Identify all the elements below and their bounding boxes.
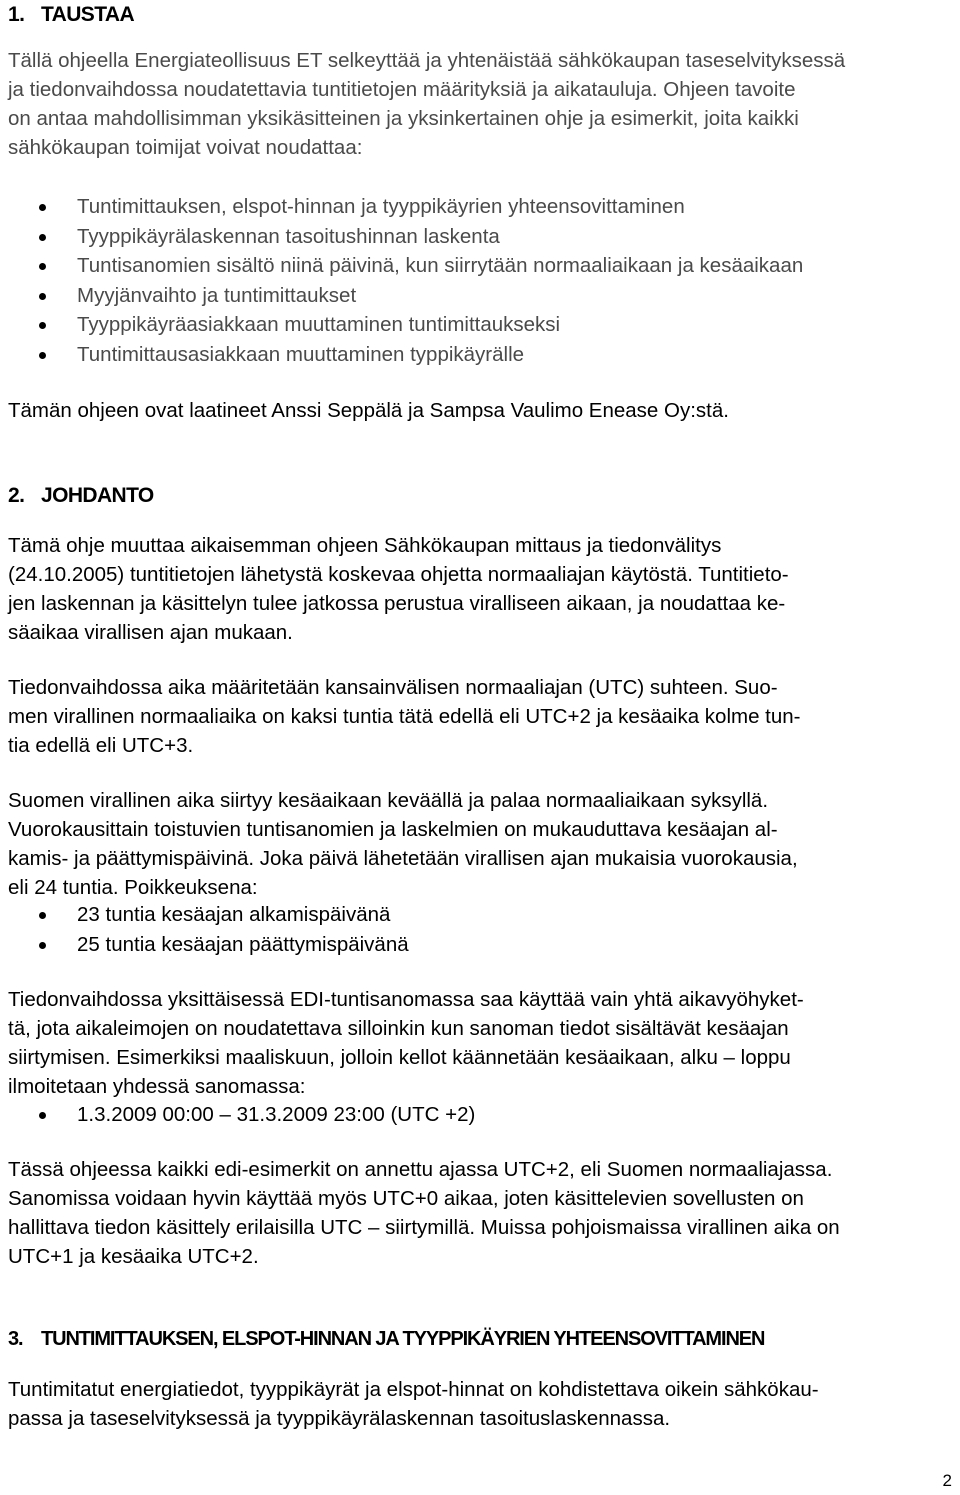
text-line: Tiedonvaihdossa aika määritetään kansainvälisen normaaliajan (UTC) suhteen. Suo- <box>8 676 778 699</box>
section-1-heading <box>8 0 134 29</box>
list-item-text: Tuntimittauksen, elspot-hinnan ja tyyppikäyrien yhteensovittaminen <box>77 195 685 218</box>
list-item <box>8 310 803 340</box>
text-line: eli 24 tuntia. Poikkeuksena: <box>8 876 258 899</box>
list-item <box>8 900 409 930</box>
text-line: säaikaa virallisen ajan mukaan. <box>8 621 293 644</box>
section-2-bullet-list-a <box>8 900 409 959</box>
section-1-authors <box>8 396 952 425</box>
section-2-heading <box>8 481 154 510</box>
section-2-paragraph-1 <box>8 531 952 647</box>
text-line: ilmoitetaan yhdessä sanomassa: <box>8 1075 306 1098</box>
text-line: sähkökaupan toimijat voivat noudattaa: <box>8 136 363 159</box>
text-line: Tässä ohjeessa kaikki edi-esimerkit on annettu ajassa UTC+2, eli Suomen normaaliajassa. <box>8 1158 833 1181</box>
bullet-icon <box>39 912 46 919</box>
text-line: UTC+1 ja kesäaika UTC+2. <box>8 1245 259 1268</box>
text-line: siirtymisen. Esimerkiksi maaliskuun, jolloin kellot käännetään kesäaikaan, alku – loppu <box>8 1046 791 1069</box>
section-3-heading <box>8 1325 764 1354</box>
list-item <box>8 222 803 252</box>
list-item <box>8 1100 475 1130</box>
list-item-text: Tyyppikäyräasiakkaan muuttaminen tuntimittaukseksi <box>77 313 561 336</box>
text-line: Tämän ohjeen ovat laatineet Anssi Seppälä ja Sampsa Vaulimo Enease Oy:stä. <box>8 399 729 422</box>
list-item-text: Tuntimittausasiakkaan muuttaminen typpikäyrälle <box>77 342 525 366</box>
section-2-paragraph-2 <box>8 673 952 760</box>
section-3-paragraph-1 <box>8 1375 952 1433</box>
page-number: 2 <box>942 1471 952 1490</box>
text-line: Tuntimitatut energiatiedot, tyyppikäyrät ja elspot-hinnat on kohdistettava oikein sähkökau- <box>8 1378 819 1401</box>
bullet-icon <box>39 234 46 241</box>
section-2-paragraph-5 <box>8 1155 952 1271</box>
list-item-text: Myyjänvaihto ja tuntimittaukset <box>77 283 357 307</box>
text-line: Sanomissa voidaan hyvin käyttää myös UTC+0 aikaa, joten käsittelevien sovellusten on <box>8 1187 804 1210</box>
list-item <box>8 930 409 960</box>
section-1-number: 1. <box>8 3 25 26</box>
bullet-icon <box>39 942 46 949</box>
bullet-icon <box>39 263 46 270</box>
text-line: on antaa mahdollisimman yksikäsitteinen ja yksinkertainen ohje ja esimerkit, joita kaikki <box>8 107 799 130</box>
bullet-icon <box>39 293 46 300</box>
section-2-paragraph-4 <box>8 985 952 1101</box>
text-line: Vuorokausittain toistuvien tuntisanomien ja laskelmien on mukauduttava kesäajan al- <box>8 818 778 841</box>
list-item-text: 1.3.2009 00:00 – 31.3.2009 23:00 (UTC +2) <box>77 1103 476 1126</box>
section-2-paragraph-3 <box>8 786 952 902</box>
bullet-icon <box>39 322 46 329</box>
text-line: hallittava tiedon käsittely erilaisilla UTC – siirtymillä. Muissa pohjoismaissa virallinen aika on <box>8 1216 840 1239</box>
text-line: jen laskennan ja käsittelyn tulee jatkossa perustua viralliseen aikaan, ja noudattaa ke- <box>8 592 786 615</box>
text-line: tä, jota aikaleimojen on noudatettava silloinkin kun sanoman tiedot sisältävät kesäajan <box>8 1017 789 1040</box>
text-line: Tällä ohjeella Energiateollisuus ET selkeyttää ja yhtenäistää sähkökaupan taseselvityksessä <box>8 49 846 72</box>
text-line: tia edellä eli UTC+3. <box>8 734 194 757</box>
text-line: ja tiedonvaihdossa noudatettavia tuntitietojen määrityksiä ja aikatauluja. Ohjeen tavoite <box>8 78 796 101</box>
bullet-icon <box>39 204 46 211</box>
section-3-title: TUNTIMITTAUKSEN, ELSPOT-HINNAN JA TYYPPIKÄYRIEN YHTEENSOVITTAMINEN <box>41 1328 765 1350</box>
list-item <box>8 251 803 281</box>
list-item-text: Tyyppikäyrälaskennan tasoitushinnan laskenta <box>77 224 500 248</box>
section-2-bullet-list-b <box>8 1100 475 1130</box>
section-1-title: TAUSTAA <box>41 3 135 26</box>
text-line: passa ja taseselvityksessä ja tyyppikäyrälaskennan tasoituslaskennassa. <box>8 1407 671 1430</box>
section-2-number: 2. <box>8 484 25 507</box>
section-1-bullet-list <box>8 192 803 369</box>
text-line: Suomen virallinen aika siirtyy kesäaikaan keväällä ja palaa normaaliaikaan syksyllä. <box>8 789 769 812</box>
text-line: men virallinen normaaliaika on kaksi tuntia tätä edellä eli UTC+2 ja kesäaika kolme tun- <box>8 705 801 728</box>
list-item <box>8 192 803 222</box>
list-item-text: 23 tuntia kesäajan alkamispäivänä <box>77 903 391 926</box>
section-2-title: JOHDANTO <box>41 484 154 507</box>
section-1-intro <box>8 46 952 162</box>
text-line: kamis- ja päättymispäivinä. Joka päivä lähetetään virallisen ajan mukaisia vuorokausia, <box>8 847 798 870</box>
list-item-text: Tuntisanomien sisältö niinä päivinä, kun siirrytään normaaliaikaan ja kesäaikaan <box>77 254 804 277</box>
text-line: Tiedonvaihdossa yksittäisessä EDI-tuntisanomassa saa käyttää vain yhtä aikavyöhyket- <box>8 988 804 1011</box>
bullet-icon <box>39 352 46 359</box>
list-item <box>8 281 803 311</box>
text-line: (24.10.2005) tuntitietojen lähetystä koskevaa ohjetta normaaliajan käytöstä. Tuntitieto- <box>8 563 789 586</box>
text-line: Tämä ohje muuttaa aikaisemman ohjeen Sähkökaupan mittaus ja tiedonvälitys <box>8 534 722 557</box>
list-item <box>8 340 803 370</box>
bullet-icon <box>39 1112 46 1119</box>
list-item-text: 25 tuntia kesäajan päättymispäivänä <box>77 932 409 956</box>
section-3-number: 3. <box>8 1328 23 1350</box>
